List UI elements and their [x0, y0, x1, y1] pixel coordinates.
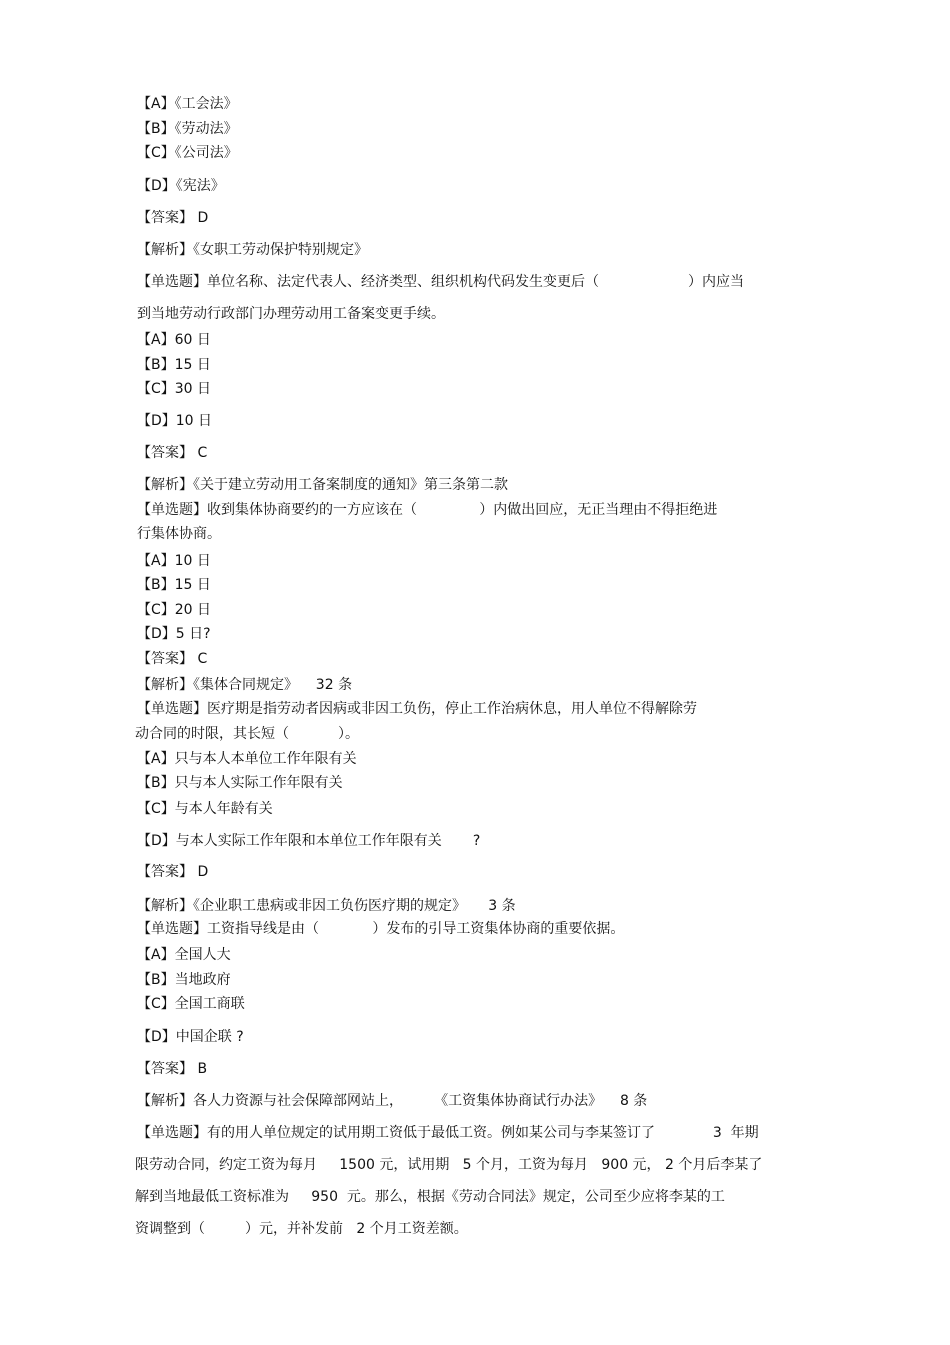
explanation-line: 【解析】《集体合同规定》 32 条 [137, 677, 353, 693]
question-line: 【单选题】工资指导线是由（ ）发布的引导工资集体协商的重要依据。 [137, 921, 625, 937]
question-continuation-line: 解到当地最低工资标准为 950 元。那么，根据《劳动合同法》规定，公司至少应将李某的工 [135, 1189, 725, 1205]
answer-line: 【答案】 C [137, 651, 208, 667]
question-continuation-line: 行集体协商。 [137, 526, 221, 542]
option-b-line: 【B】只与本人实际工作年限有关 [137, 775, 343, 791]
option-d-line: 【D】10 日 [137, 413, 213, 429]
option-a-line: 【A】只与本人本单位工作年限有关 [137, 751, 357, 767]
option-a-line: 【A】全国人大 [137, 947, 231, 963]
option-c-line: 【C】与本人年龄有关 [137, 801, 273, 817]
option-d-line: 【D】中国企联 ? [137, 1029, 244, 1045]
question-line: 【单选题】医疗期是指劳动者因病或非因工负伤，停止工作治病休息，用人单位不得解除劳 [137, 701, 697, 717]
question-line: 【单选题】有的用人单位规定的试用期工资低于最低工资。例如某公司与李某签订了 3 年期 [137, 1125, 759, 1141]
option-b-line: 【B】当地政府 [137, 972, 231, 988]
question-continuation-line: 限劳动合同，约定工资为每月 1500 元，试用期 5 个月，工资为每月 900 元， 2 个月后李某了 [135, 1157, 763, 1173]
explanation-line: 【解析】《关于建立劳动用工备案制度的通知》第三条第二款 [137, 477, 508, 493]
answer-line: 【答案】 D [137, 210, 209, 226]
explanation-line: 【解析】各人力资源与社会保障部网站上， 《工资集体协商试行办法》 8 条 [137, 1093, 648, 1109]
option-a-line: 【A】60 日 [137, 332, 211, 348]
answer-line: 【答案】 C [137, 445, 208, 461]
option-a-line: 【A】10 日 [137, 553, 211, 569]
option-b-line: 【B】15 日 [137, 577, 211, 593]
option-d-line: 【D】与本人实际工作年限和本单位工作年限有关 ? [137, 833, 481, 849]
option-c-line: 【C】《公司法》 [137, 145, 238, 161]
question-continuation-line: 到当地劳动行政部门办理劳动用工备案变更手续。 [137, 306, 445, 322]
option-d-line: 【D】5 日? [137, 626, 211, 642]
option-c-line: 【C】20 日 [137, 602, 212, 618]
answer-line: 【答案】 B [137, 1061, 208, 1077]
question-line: 【单选题】单位名称、法定代表人、经济类型、组织机构代码发生变更后（ ）内应当 [137, 274, 745, 290]
option-b-line: 【B】《劳动法》 [137, 121, 238, 137]
option-d-line: 【D】《宪法》 [137, 178, 225, 194]
option-b-line: 【B】15 日 [137, 357, 211, 373]
question-line: 【单选题】收到集体协商要约的一方应该在（ ）内做出回应，无正当理由不得拒绝进 [137, 502, 718, 518]
explanation-line: 【解析】《女职工劳动保护特别规定》 [137, 242, 368, 258]
question-continuation-line: 动合同的时限，其长短（ ）。 [135, 726, 359, 742]
option-c-line: 【C】30 日 [137, 381, 212, 397]
question-continuation-line: 资调整到（ ）元，并补发前 2 个月工资差额。 [135, 1221, 468, 1237]
explanation-line: 【解析】《企业职工患病或非因工负伤医疗期的规定》 3 条 [137, 898, 516, 914]
option-c-line: 【C】全国工商联 [137, 996, 245, 1012]
answer-line: 【答案】 D [137, 864, 209, 880]
option-a-line: 【A】《工会法》 [137, 96, 238, 112]
